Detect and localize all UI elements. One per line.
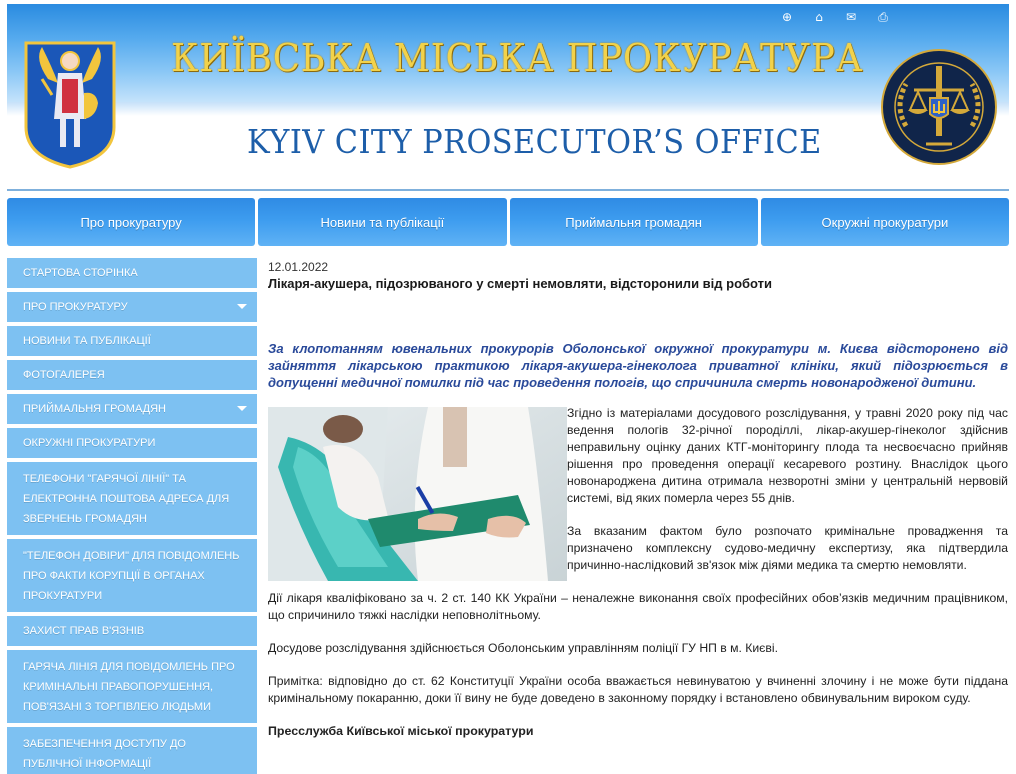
sidebar-item-news[interactable] [7, 326, 257, 356]
article [268, 258, 1008, 740]
nav-citizens-reception[interactable]: Приймальня громадян [510, 198, 758, 246]
chevron-down-icon[interactable] [237, 406, 247, 411]
article-headline: Лікаря-акушера, підозрюваного у смерті немовляти, відсторонили від роботи [268, 276, 773, 291]
sidebar-item-label: ПРИЙМАЛЬНЯ ГРОМАДЯН [23, 403, 166, 415]
sidebar-item-label: СТАРТОВА СТОРІНКА [23, 267, 138, 279]
sidebar-item-label: ГАРЯЧА ЛІНІЯ ДЛЯ ПОВІДОМЛЕНЬ ПРО КРИМІНАЛЬНІ ПРАВОПОРУШЕННЯ, ПОВ'ЯЗАНІ З ТОРГІВЛЕЮ ЛЮДЬМИ [23, 661, 235, 713]
main-navigation [7, 198, 1009, 246]
sidebar-item-label: "ТЕЛЕФОН ДОВІРИ" ДЛЯ ПОВІДОМЛЕНЬ ПРО ФАКТИ КОРУПЦІЇ В ОРГАНАХ ПРОКУРАТУРИ [23, 550, 240, 602]
sidebar-item-label: ЗАХИСТ ПРАВ В'ЯЗНІВ [23, 625, 145, 637]
nav-news-publications[interactable]: Новини та публікації [258, 198, 506, 246]
article-photo[interactable] [268, 407, 567, 581]
article-paragraph: За вказаним фактом було розпочато кримінальне провадження та призначено комплексну судово-медичну експертизу, яка підтвердила причинно-наслідковий зв'язок між діями медика та смертю немовляти. [567, 524, 1008, 572]
sidebar-item-label: ОКРУЖНІ ПРОКУРАТУРИ [23, 437, 156, 449]
site-header [7, 4, 1009, 191]
kyiv-coat-of-arms-logo[interactable] [22, 39, 118, 169]
sidebar-item-hotline-phones[interactable] [7, 462, 257, 535]
home-icon[interactable]: ⌂ [815, 10, 823, 24]
mail-icon[interactable]: ✉ [845, 10, 857, 24]
print-icon[interactable]: ⎙ [878, 10, 888, 24]
article-paragraph: Згідно із матеріалами досудового розслідування, у травні 2020 року під час ведення пологів 32-річної породіллі, лікар-акушер-гінеколог здійснив неправильну оцінку даних КТГ-моніторингу плода та несвоєчасно прийняв рішення про проведення операції кесаревого розтину. Внаслідок цього новонароджена дитина отримала незворотні зміни у центральній нервовій системі, від яких померла через 55 днів. [567, 406, 1008, 505]
sidebar-item-reception[interactable] [7, 394, 257, 424]
article-signature: Пресслужба Київської міської прокуратури [268, 724, 534, 738]
sidebar-item-label: ЗАБЕЗПЕЧЕННЯ ДОСТУПУ ДО ПУБЛІЧНОЇ ІНФОРМАЦІЇ [23, 738, 186, 770]
sidebar-item-photo-gallery[interactable] [7, 360, 257, 390]
article-paragraph: Досудове розслідування здійснюється Оболонським управлінням поліції ГУ НП в м. Києві. [268, 641, 778, 655]
sidebar-item-public-information[interactable] [7, 727, 257, 774]
site-title-ua: КИЇВСЬКА МІСЬКА ПРОКУРАТУРА [171, 36, 864, 80]
sidebar-item-label: ТЕЛЕФОНИ "ГАРЯЧОЇ ЛІНІЇ" ТА ЕЛЕКТРОННА ПОШТОВА АДРЕСА ДЛЯ ЗВЕРНЕНЬ ГРОМАДЯН [23, 473, 230, 525]
sidebar-item-label: ФОТОГАЛЕРЕЯ [23, 369, 105, 381]
sidebar-item-district-prosecutors[interactable] [7, 428, 257, 458]
article-paragraph: Дії лікаря кваліфіковано за ч. 2 ст. 140 КК України – неналежне виконання своїх професійних обов’язків медичним працівником, що спричинило тяжкі наслідки неповнолітньому. [268, 591, 1008, 622]
article-date: 12.01.2022 [268, 260, 329, 274]
nav-about-prosecutor[interactable]: Про прокуратуру [7, 198, 255, 246]
sidebar-item-start-page[interactable] [7, 258, 257, 288]
sidebar-item-prisoners-rights[interactable] [7, 616, 257, 646]
top-toolbar [779, 10, 891, 24]
sidebar-item-trafficking-hotline[interactable] [7, 650, 257, 723]
globe-icon[interactable]: ⊕ [781, 10, 793, 24]
sidebar-item-label: НОВИНИ ТА ПУБЛІКАЦІЇ [23, 335, 151, 347]
nav-district-prosecutors[interactable]: Окружні прокуратури [761, 198, 1009, 246]
sidebar-item-trust-phone[interactable] [7, 539, 257, 612]
article-body [268, 405, 1008, 740]
site-title-en: KYIV CITY PROSECUTOR’S OFFICE [247, 122, 822, 161]
sidebar-item-label: ПРО ПРОКУРАТУРУ [23, 301, 128, 313]
article-lead: За клопотанням ювенальних прокурорів Оболонської окружної прокуратури м. Києва відсторонено від зайняття лікарською практикою лікаря-акушера-гінеколога приватної клініки, який підозрюється в допущенні медичної помилки під час проведення пологів, що спричинила смерть новонародженої дитини. [268, 341, 1008, 390]
article-paragraph: Примітка: відповідно до ст. 62 Конституції України особа вважається невинуватою у вчиненні злочину і не може бути піддана кримінальному покаранню, доки її вину не буде доведено в законному порядку і встановлено обвинувальним вироком суду. [268, 674, 1008, 705]
sidebar-menu [7, 258, 257, 774]
sidebar-item-about[interactable] [7, 292, 257, 322]
chevron-down-icon[interactable] [237, 304, 247, 309]
prosecutor-emblem-logo[interactable] [880, 48, 998, 166]
